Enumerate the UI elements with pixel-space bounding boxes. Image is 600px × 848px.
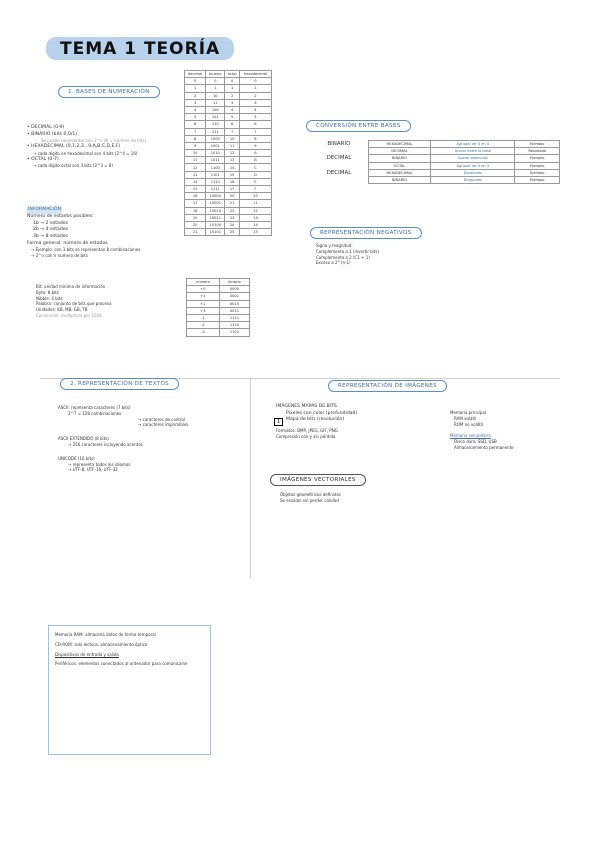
- table-cell: 12: [239, 207, 271, 214]
- table-cell: D: [239, 171, 271, 178]
- note-line: Número de estados posibles:: [27, 214, 94, 219]
- table-cell: 8: [239, 135, 271, 142]
- note-line: Formatos: BMP, JPEG, GIF, PNG: [276, 427, 338, 433]
- note-line: Memoria secundaria: [450, 433, 491, 439]
- page-title: TEMA 1 TEORÍA: [46, 37, 234, 60]
- table-cell: 1010: [206, 150, 225, 157]
- table-row: [185, 78, 272, 85]
- table-cell: 23: [225, 214, 240, 221]
- table-cell: DECIMAL: [326, 169, 352, 176]
- table-cell: 111: [206, 128, 225, 135]
- info-block: [27, 195, 140, 259]
- table-cell: Agrupar de 4 en 4: [431, 141, 515, 148]
- table-cell: 4: [239, 106, 271, 113]
- table-cell: 10: [239, 193, 271, 200]
- note-line: ASCII EXTENDIDO (8 bits): [58, 436, 109, 442]
- table-cell: 14: [185, 178, 206, 185]
- table-cell: 7: [185, 128, 206, 135]
- section-images: REPRESENTACIÓN DE IMÁGENES: [328, 380, 447, 392]
- table-cell: 10: [206, 92, 225, 99]
- table-row: [185, 121, 272, 128]
- table-header-cell: número: [187, 279, 220, 286]
- table-row: [187, 329, 250, 336]
- table-cell: 20: [225, 193, 240, 200]
- table-cell: 4: [225, 106, 240, 113]
- table-cell: Ejemplo: [515, 141, 560, 148]
- table-row: [185, 99, 272, 106]
- note-line: 2^7 = 128 combinaciones: [68, 410, 122, 416]
- table-cell: 0001: [219, 293, 249, 300]
- note-line: Compresión con y sin pérdida: [276, 433, 336, 439]
- note-line: 1b → 2 estados: [33, 220, 68, 226]
- table-cell: 19: [185, 214, 206, 221]
- signed-table: [186, 278, 250, 337]
- table-cell: DECIMAL: [326, 155, 352, 162]
- table-cell: 1: [206, 85, 225, 92]
- table-cell: DECIMAL: [368, 148, 430, 155]
- table-cell: C: [239, 164, 271, 171]
- table-cell: [310, 176, 368, 183]
- table-row: [185, 186, 272, 193]
- table-cell: 0: [239, 78, 271, 85]
- table-cell: 0: [185, 78, 206, 85]
- table-cell: 1011: [206, 157, 225, 164]
- table-row: [185, 221, 272, 228]
- table-cell: 1001: [206, 142, 225, 149]
- table-cell: 6: [225, 121, 240, 128]
- note-line: Signo y magnitud:: [316, 243, 353, 248]
- table-cell: 21: [185, 229, 206, 236]
- table-cell: Ejemplo: [515, 176, 560, 183]
- table-cell: -1: [187, 314, 220, 321]
- table-cell: 12: [185, 164, 206, 171]
- table-cell: 7: [225, 128, 240, 135]
- table-cell: HEXADECIMAL: [368, 169, 430, 176]
- table-row: [185, 207, 272, 214]
- table-cell: 13: [225, 157, 240, 164]
- table-cell: 1101: [206, 171, 225, 178]
- table-row: [185, 214, 272, 221]
- note-line: UNICODE (16 bits): [58, 455, 95, 461]
- table-cell: 1111: [219, 314, 249, 321]
- note-line: Palabra: conjunto de bits que procesa: [36, 301, 112, 307]
- images-notes: [276, 404, 357, 440]
- table-row: [185, 171, 272, 178]
- note-line: Mapa de bits (resolución): [286, 417, 345, 423]
- table-header-row: [187, 279, 250, 286]
- table-cell: OCTAL: [368, 162, 430, 169]
- neg-notes: [316, 243, 379, 266]
- table-cell: 110: [206, 121, 225, 128]
- table-header-cell: octal: [225, 71, 240, 78]
- table-row: [185, 135, 272, 142]
- table-row: [185, 178, 272, 185]
- note-line: Nibble: 4 bits: [36, 295, 63, 301]
- note-line: → UTF-8, UTF-16, UTF-32: [68, 467, 118, 473]
- table-cell: [310, 162, 368, 169]
- note-line: Unidades: KB, MB, GB, TB: [36, 307, 88, 313]
- table-cell: 3: [185, 99, 206, 106]
- table-cell: 100: [206, 106, 225, 113]
- table-cell: 17: [225, 186, 240, 193]
- table-cell: Dividir entre la base: [431, 148, 515, 155]
- table-cell: 101: [206, 114, 225, 121]
- note-line: Píxeles con color (profundidad): [286, 410, 358, 416]
- table-cell: 9: [185, 142, 206, 149]
- section-conversion: CONVERSIÓN ENTRE BASES: [306, 120, 411, 132]
- note-line: Forma general: número de estados: [27, 240, 108, 246]
- table-cell: 10101: [206, 229, 225, 236]
- table-row: [187, 300, 250, 307]
- table-cell: 8: [185, 135, 206, 142]
- table-cell: 1100: [206, 164, 225, 171]
- table-cell: 12: [225, 150, 240, 157]
- table-cell: HEXADECIMAL: [368, 141, 430, 148]
- section-texts: 2. REPRESENTACIÓN DE TEXTOS: [60, 378, 179, 390]
- table-cell: 22: [225, 207, 240, 214]
- table-cell: 14: [239, 221, 271, 228]
- table-cell: 16: [225, 178, 240, 185]
- table-cell: BINARIO: [368, 155, 430, 162]
- table-cell: F: [239, 186, 271, 193]
- table-cell: A: [239, 150, 271, 157]
- section-bases: 1. BASES DE NUMERACIÓN: [58, 86, 160, 98]
- note-line: Byte: 8 bits: [36, 289, 59, 295]
- table-cell: 18: [185, 207, 206, 214]
- table-row: [187, 307, 250, 314]
- texts-notes: [58, 405, 188, 473]
- note-line: CD-ROM: solo lectura, almacenamiento óptico: [55, 641, 148, 647]
- bases-table: [310, 140, 560, 184]
- section-negatives: REPRESENTACIÓN NEGATIVOS: [310, 227, 422, 239]
- table-row: [185, 193, 272, 200]
- table-cell: 24: [225, 221, 240, 228]
- table-cell: 10000: [206, 193, 225, 200]
- table-cell: 6: [239, 121, 271, 128]
- bases-list: [27, 125, 146, 169]
- note-line: Periféricos: elementos conectados al ordenador para comunicarse: [55, 661, 188, 667]
- table-cell: 10: [185, 150, 206, 157]
- table-cell: 1110: [219, 322, 249, 329]
- table-cell: BINARIO: [327, 141, 351, 148]
- table-cell: 20: [185, 221, 206, 228]
- table-row: [185, 85, 272, 92]
- table-cell: 1: [239, 85, 271, 92]
- table-row: [185, 142, 272, 149]
- table-header-cell: binario: [206, 71, 225, 78]
- table-cell: 1: [185, 85, 206, 92]
- note-line: IMÁGENES MAPAS DE BITS: [276, 404, 337, 409]
- table-row: [310, 148, 560, 155]
- note-line: Memoria principal: [450, 410, 486, 415]
- table-cell: 1110: [206, 178, 225, 185]
- note-line: Bit: unidad mínima de información: [36, 284, 106, 289]
- note-line: → cada dígito en hexadecimal son 4 bits (2^4 = 16): [33, 150, 138, 156]
- table-row: [185, 164, 272, 171]
- table-cell: E: [239, 178, 271, 185]
- note-line: Complemento a 2 (C1 + 1): [316, 254, 370, 260]
- table-cell: -3: [187, 329, 220, 336]
- table-cell: 5: [239, 114, 271, 121]
- table-row: [187, 286, 250, 293]
- note-line: ROM no volátil: [454, 421, 484, 427]
- note-line: Disco duro, SSD, USB: [454, 439, 497, 445]
- table-row: [310, 141, 560, 148]
- table-row: [187, 314, 250, 321]
- table-row: [310, 162, 560, 169]
- note-line: RAM volátil: [454, 415, 477, 421]
- table-cell: Agrupar de 3 en 3: [431, 162, 515, 169]
- table-cell: 15: [225, 171, 240, 178]
- note-line: Se puede representar con 2^n (N = número de bits): [41, 138, 147, 144]
- table-row: [185, 150, 272, 157]
- table-cell: 21: [225, 200, 240, 207]
- table-row: [185, 157, 272, 164]
- info-heading: INFORMACIÓN: [28, 207, 61, 212]
- table-cell: 13: [239, 214, 271, 221]
- note-line: • OCTAL (0-7): [27, 156, 59, 162]
- note-line: → caracteres imprimibles: [138, 422, 189, 428]
- note-line: Memoria RAM: almacena datos de forma temporal: [55, 632, 156, 637]
- note-line: 2b → 4 estados: [33, 227, 68, 233]
- note-line: → caracteres de control: [138, 416, 186, 422]
- table-header-cell: hexadecimal: [239, 71, 271, 78]
- table-cell: -2: [187, 322, 220, 329]
- table-row: [310, 155, 560, 162]
- note-line: ASCII: representa caracteres (7 bits): [58, 405, 131, 410]
- table-cell: 2: [239, 92, 271, 99]
- table-cell: 0011: [219, 307, 249, 314]
- table-cell: 0: [206, 78, 225, 85]
- note-line: Exceso a 2^(n-1): [316, 260, 351, 266]
- table-cell: +2: [187, 300, 220, 307]
- table-row: [185, 92, 272, 99]
- table-cell: 1: [225, 85, 240, 92]
- table-cell: 10: [225, 135, 240, 142]
- note-line: → 2^n con n número de bits: [31, 253, 88, 259]
- table-cell: 0010: [219, 300, 249, 307]
- table-cell: 7: [239, 128, 271, 135]
- table-cell: 1101: [219, 329, 249, 336]
- note-line: 3b → 8 estados: [33, 233, 68, 239]
- table-cell: Ejemplo: [515, 162, 560, 169]
- note-line: → cada dígito octal son 3 bits (2^3 = 8): [33, 163, 113, 169]
- table-row: [185, 200, 272, 207]
- note-line: • DECIMAL (0-9): [27, 125, 65, 130]
- table-cell: 3: [225, 99, 240, 106]
- table-row: [310, 176, 560, 183]
- table-row: [187, 322, 250, 329]
- note-line: • BINARIO (bits 0,0/1): [27, 131, 78, 137]
- table-cell: 9: [239, 142, 271, 149]
- table-cell: 0: [225, 78, 240, 85]
- table-cell: 10010: [206, 207, 225, 214]
- table-cell: 15: [239, 229, 271, 236]
- memory-notes: [450, 410, 514, 451]
- table-cell: 1111: [206, 186, 225, 193]
- table-cell: 4: [185, 106, 206, 113]
- peripherals-card: [48, 625, 211, 755]
- table-header-row: [185, 71, 272, 78]
- note-line: • HEXADECIMAL (0,1,2,3...9,A,B,C,D,E,F): [27, 144, 121, 150]
- table-cell: 11: [206, 99, 225, 106]
- note-line: → 256 caracteres incluyendo acentos: [68, 441, 143, 447]
- table-cell: 15: [185, 186, 206, 193]
- table-cell: 11: [185, 157, 206, 164]
- table-row: [185, 229, 272, 236]
- table-cell: 11: [225, 142, 240, 149]
- note-line: Conversión: multiplicar por 1024: [36, 312, 102, 318]
- table-cell: +1: [187, 293, 220, 300]
- table-header-cell: decimal: [185, 71, 206, 78]
- table-cell: Resultado: [515, 148, 560, 155]
- table-cell: 11: [239, 200, 271, 207]
- table-cell: Ejemplo: [515, 169, 560, 176]
- table-cell: Divisiones: [431, 169, 515, 176]
- table-cell: BINARIO: [368, 176, 430, 183]
- table-cell: 3: [239, 99, 271, 106]
- table-cell: 25: [225, 229, 240, 236]
- note-line: → representa todos los idiomas: [68, 461, 131, 467]
- units-notes: [36, 284, 112, 319]
- table-cell: 10100: [206, 221, 225, 228]
- conversion-table: [184, 70, 272, 236]
- table-cell: +0: [187, 286, 220, 293]
- table-cell: 1000: [206, 135, 225, 142]
- section-vector: IMÁGENES VECTORIALES: [270, 474, 366, 486]
- table-cell: 0000: [219, 286, 249, 293]
- table-cell: B: [239, 157, 271, 164]
- card-notes: [55, 632, 205, 667]
- table-cell: 6: [185, 121, 206, 128]
- vector-notes: [280, 492, 341, 504]
- table-cell: 2: [185, 92, 206, 99]
- table-row: [185, 114, 272, 121]
- note-line: → Ejemplo: con 3 bits se representan 8 combinaciones: [31, 247, 141, 253]
- note-line: Se escalan sin perder calidad: [280, 497, 339, 503]
- table-cell: Divisiones: [431, 176, 515, 183]
- note-line: Complemento a 1 (invertir bits): [316, 248, 380, 254]
- table-cell: Ejemplo: [515, 155, 560, 162]
- number-box: 1: [274, 418, 283, 426]
- table-cell: 10011: [206, 214, 225, 221]
- note-line: Objetos geométricos definidos: [280, 492, 341, 497]
- table-cell: 17: [185, 200, 206, 207]
- table-cell: +3: [187, 307, 220, 314]
- table-cell: 5: [225, 114, 240, 121]
- table-cell: 14: [225, 164, 240, 171]
- table-header-cell: binario: [219, 279, 249, 286]
- table-row: [185, 128, 272, 135]
- table-cell: 2: [225, 92, 240, 99]
- table-cell: 5: [185, 114, 206, 121]
- table-cell: 10001: [206, 200, 225, 207]
- table-row: [310, 169, 560, 176]
- table-row: [187, 293, 250, 300]
- table-cell: 16: [185, 193, 206, 200]
- divider-vertical: [250, 378, 251, 578]
- note-line: Almacenamiento permanente: [454, 444, 514, 450]
- table-cell: 13: [185, 171, 206, 178]
- table-cell: [310, 148, 368, 155]
- table-row: [185, 106, 272, 113]
- note-line: Dispositivos de entrada y salida: [55, 651, 119, 657]
- table-cell: Sumar potencias: [431, 155, 515, 162]
